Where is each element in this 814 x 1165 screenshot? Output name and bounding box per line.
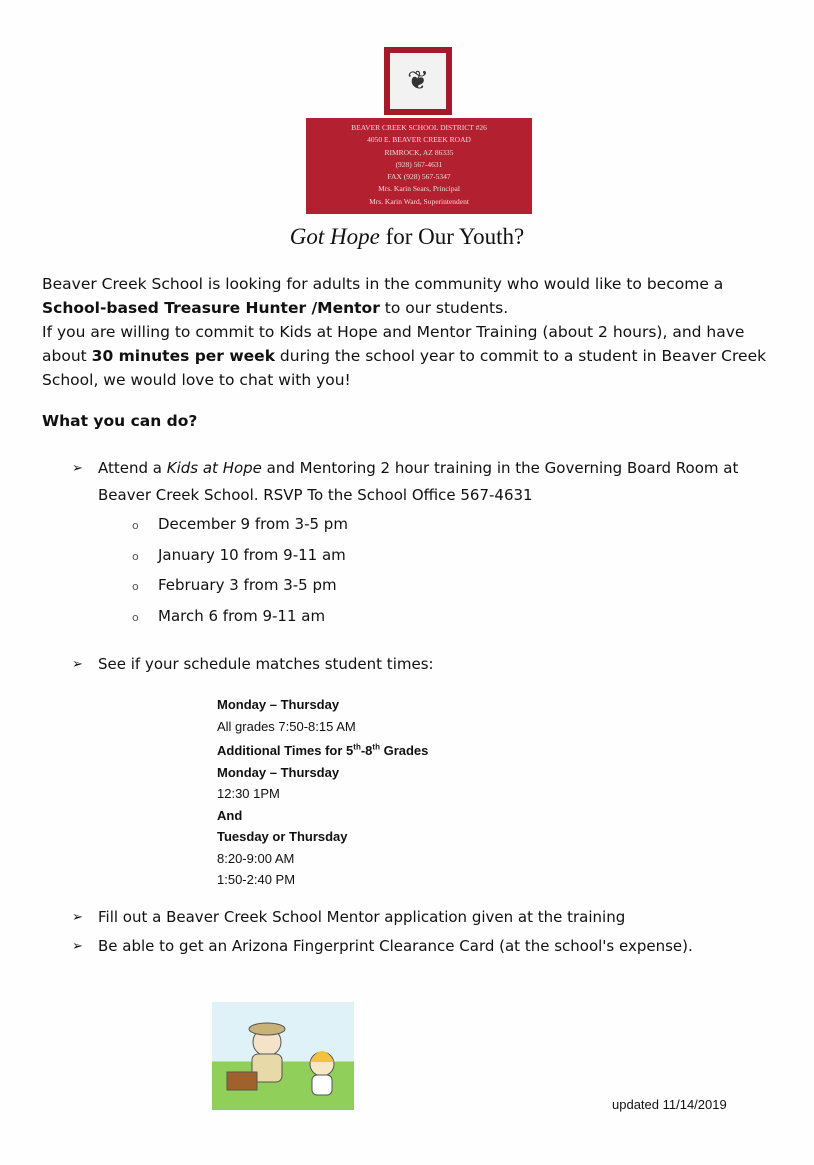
- schedule-line: 12:30 1PM: [217, 786, 280, 802]
- treasure-hunter-clipart: [212, 1002, 354, 1110]
- arrow-bullet-icon: ➢: [72, 910, 83, 925]
- text: Grades: [379, 743, 429, 759]
- schedule-line: Tuesday or Thursday: [217, 829, 348, 845]
- date-item: [132, 510, 348, 541]
- letterhead-line: 4050 E. BEAVER CREEK ROAD: [367, 135, 471, 145]
- letterhead-line: RIMROCK, AZ 86335: [384, 147, 454, 157]
- bullet-application: [72, 904, 772, 931]
- program-name: Kids at Hope: [166, 459, 262, 477]
- bullet-text: Be able to get an Arizona Fingerprint Clearance Card (at the school's expense).: [98, 937, 693, 955]
- text: Attend a: [98, 459, 167, 477]
- page-title: [0, 224, 814, 250]
- section-heading: What you can do?: [42, 412, 198, 430]
- title-rest: for Our Youth?: [379, 224, 525, 249]
- text: to our students.: [379, 299, 509, 317]
- title-italic: Got Hope: [289, 224, 380, 249]
- letterhead-line: Mrs. Karin Ward, Superintendent: [369, 196, 469, 206]
- text: th: [372, 743, 380, 752]
- circle-bullet-icon: o: [132, 610, 139, 624]
- intro-paragraph-2: [42, 320, 782, 392]
- text: during the school year to commit to a student in Beaver Creek School, we would love to chat with you!: [42, 347, 767, 389]
- letterhead-line: BEAVER CREEK SCHOOL DISTRICT #26: [351, 123, 487, 132]
- text: If you are willing to commit to Kids at Hope and Mentor Training (about 2 hours), and have about: [42, 323, 745, 365]
- school-seal-logo: [384, 47, 452, 115]
- circle-bullet-icon: o: [132, 549, 139, 563]
- text: Beaver Creek School is looking for adults in the community who would like to become a: [42, 275, 724, 293]
- date-item: [132, 571, 348, 602]
- updated-date: updated 11/14/2019: [612, 1097, 727, 1112]
- text: and Mentoring 2 hour training in the Governing Board Room at Beaver Creek School. RSVP To the School Office 567-4631: [98, 459, 739, 504]
- schedule-line: Monday – Thursday: [217, 764, 340, 780]
- date-text: March 6 from 9-11 am: [158, 606, 326, 625]
- schedule-line: And: [217, 807, 243, 823]
- text: Additional Times for 5: [217, 743, 354, 759]
- bullet-fingerprint: [72, 933, 732, 960]
- schedule-line: All grades 7:50-8:15 AM: [217, 718, 356, 734]
- letterhead-line: (928) 567-4631: [395, 159, 443, 169]
- arrow-bullet-icon: ➢: [72, 939, 83, 954]
- school-seal-icon: ❦: [390, 53, 446, 109]
- schedule-line: Monday – Thursday: [217, 697, 340, 712]
- letterhead-line: FAX (928) 567-5347: [387, 172, 451, 182]
- arrow-bullet-icon: ➢: [72, 461, 83, 476]
- time-commitment: 30 minutes per week: [91, 347, 275, 365]
- date-item: [132, 541, 348, 572]
- bullet-text: [98, 455, 772, 509]
- bullet-attend-training: [72, 455, 772, 509]
- letterhead-line: Mrs. Karin Sears, Principal: [378, 184, 460, 194]
- text: th: [353, 743, 361, 752]
- arrow-bullet-icon: ➢: [72, 657, 83, 672]
- circle-bullet-icon: o: [132, 519, 139, 532]
- date-text: December 9 from 3-5 pm: [158, 515, 348, 533]
- explorer-illustration-icon: [212, 1002, 354, 1110]
- date-item: [132, 602, 348, 633]
- schedule-line: [217, 737, 428, 762]
- date-text: February 3 from 3-5 pm: [158, 576, 337, 594]
- date-text: January 10 from 9-11 am: [158, 545, 346, 564]
- intro-text: [42, 272, 782, 392]
- text: -8: [360, 743, 373, 759]
- intro-paragraph-1: [42, 272, 782, 320]
- student-schedule: [217, 694, 428, 891]
- mentor-role: School-based Treasure Hunter /Mentor: [42, 299, 380, 317]
- schedule-line: 8:20-9:00 AM: [217, 850, 295, 866]
- district-letterhead: [306, 118, 532, 214]
- schedule-line: 1:50-2:40 PM: [217, 872, 296, 888]
- circle-bullet-icon: o: [132, 580, 139, 593]
- bullet-text: See if your schedule matches student times:: [98, 655, 434, 673]
- bullet-text: Fill out a Beaver Creek School Mentor application given at the training: [98, 908, 626, 926]
- training-dates: [132, 510, 348, 632]
- bullet-schedule: [72, 651, 772, 678]
